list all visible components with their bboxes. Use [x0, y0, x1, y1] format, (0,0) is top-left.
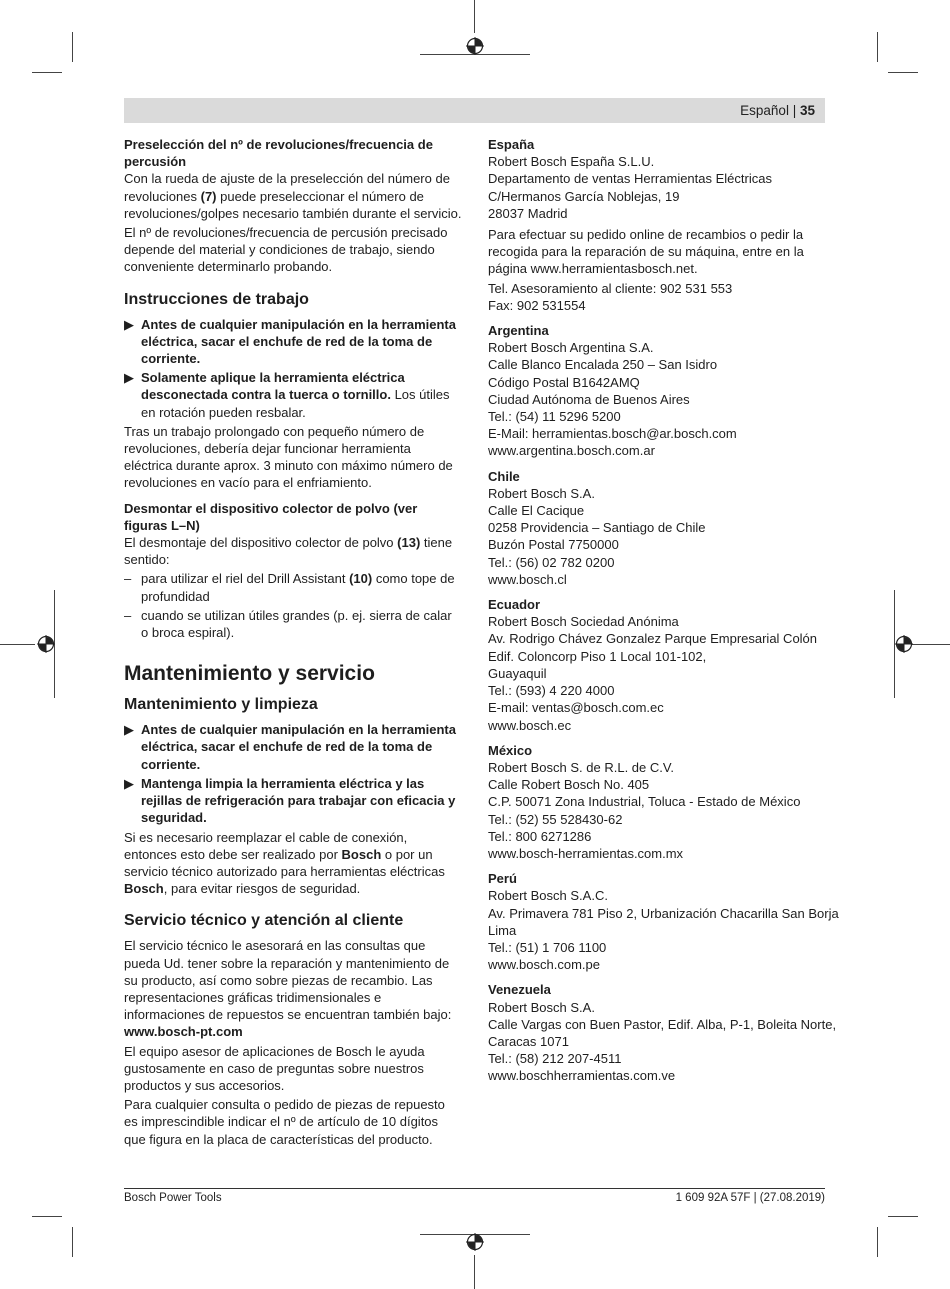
triangle-bullet-icon: ▶ — [124, 370, 134, 386]
list-item — [124, 570, 462, 604]
text: como tope de profundidad — [141, 571, 455, 604]
address-line: 28037 Madrid — [488, 205, 568, 221]
address-line: Caracas 1071 — [488, 1033, 569, 1049]
text: Los útiles en rotación pueden resbalar. — [141, 387, 450, 420]
phone-line: Tel.: (52) 55 528430-62 — [488, 811, 623, 827]
phone-line: Tel.: (593) 4 220 4000 — [488, 683, 615, 699]
address-line: C/Hermanos García Noblejas, 19 — [488, 188, 680, 204]
website-line: www.bosch.cl — [488, 571, 567, 587]
phone-line: Tel.: (54) 11 5296 5200 — [488, 409, 621, 425]
address-line: Calle El Cacique — [488, 503, 585, 519]
phone-line: Tel. Asesoramiento al cliente: 902 531 553 — [488, 280, 733, 296]
paragraph — [124, 170, 462, 222]
address-line: Código Postal B1642AMQ — [488, 374, 640, 390]
text: Antes de cualquier manipulación en la herramienta eléctrica, sacar el enchufe de red de la toma de corriente. — [141, 316, 456, 367]
warning-bullet — [124, 316, 462, 368]
crop-mark — [72, 32, 73, 62]
paragraph: Para cualquier consulta o pedido de piezas de repuesto es imprescindible indicar el nº de artículo de 10 dígitos que figura en la placa de características del producto. — [124, 1097, 445, 1147]
crop-mark — [912, 644, 950, 645]
address-line: Robert Bosch S.A. — [488, 485, 595, 501]
text: El desmontaje del dispositivo colector de polvo — [124, 535, 398, 551]
section-title: Instrucciones de trabajo — [124, 290, 309, 308]
phone-line: Tel.: (56) 02 782 0200 — [488, 554, 615, 570]
address-line: Calle Robert Bosch No. 405 — [488, 777, 650, 793]
contact-entry-mexico — [488, 742, 833, 862]
text: , para evitar riesgos de seguridad. — [163, 881, 361, 897]
right-column — [488, 136, 839, 1093]
registration-mark-icon — [466, 1233, 484, 1251]
text: El servicio técnico le asesorará en las consultas que pueda Ud. tener sobre la reparación y mantenimiento de su producto, así como sobre piezas de recambio. Las representaciones gráficas tridimensionales e informaciones de repuestos se encuentran también bajo: — [124, 938, 452, 1023]
contact-entry-chile — [488, 468, 833, 588]
crop-mark — [888, 72, 918, 73]
section-heading: Preselección del nº de revoluciones/frecuencia de percusión — [124, 137, 433, 170]
website-line: www.bosch.com.pe — [488, 957, 600, 973]
paragraph: El equipo asesor de aplicaciones de Bosch le ayuda gustosamente en caso de preguntas sobre nuestros productos y sus accesorios. — [124, 1043, 425, 1093]
fax-line: Fax: 902 531554 — [488, 297, 586, 313]
text: Antes de cualquier manipulación en la herramienta eléctrica, sacar el enchufe de red de la toma de corriente. — [141, 722, 456, 772]
address-line: Robert Bosch España S.L.U. — [488, 154, 655, 170]
address-line: Robert Bosch S.A.C. — [488, 888, 608, 904]
section-heading: Desmontar el dispositivo colector de polvo (ver figuras L–N) — [124, 500, 418, 533]
country-name: Ecuador — [488, 597, 541, 613]
brand-name: Bosch — [124, 881, 164, 897]
paragraph — [124, 534, 462, 568]
address-line: Av. Rodrigo Chávez Gonzalez Parque Empresarial Colón — [488, 631, 818, 647]
header-label: Español | 35 — [740, 103, 815, 118]
address-line: Buzón Postal 7750000 — [488, 537, 619, 553]
text: o por un servicio técnico autorizado para herramientas eléctricas — [124, 846, 445, 879]
contact-entry-peru — [488, 870, 839, 973]
address-line: Calle Vargas con Buen Pastor, Edif. Alba, P-1, Boleita Norte, — [488, 1016, 837, 1032]
country-name: España — [488, 137, 535, 152]
country-name: Venezuela — [488, 982, 551, 998]
paragraph — [124, 829, 462, 898]
address-line: Robert Bosch Argentina S.A. — [488, 340, 654, 356]
crop-mark — [474, 0, 475, 33]
text: puede preseleccionar el número de revoluciones/golpes necesario también durante el servicio. — [124, 188, 462, 221]
text: Solamente aplique la herramienta eléctrica desconectada contra la tuerca o tornillo. — [141, 370, 405, 403]
address-line: Av. Primavera 781 Piso 2, Urbanización Chacarilla San Borja — [488, 905, 839, 921]
text: Con la rueda de ajuste de la preselección del número de revoluciones — [124, 171, 450, 204]
contact-entry-venezuela — [488, 981, 837, 1084]
registration-mark-icon — [466, 37, 484, 55]
chapter-title: Mantenimiento y servicio — [124, 662, 375, 686]
registration-mark-icon — [895, 635, 913, 653]
dash-bullet: – — [124, 571, 132, 587]
email-line: E-mail: ventas@bosch.com.ec — [488, 700, 664, 716]
left-column — [124, 136, 462, 1150]
address-line: Lima — [488, 922, 517, 938]
text: Mantenga limpia la herramienta eléctrica y las rejillas de refrigeración para trabajar con eficacia y seguridad. — [141, 775, 456, 826]
warning-bullet — [124, 369, 462, 421]
triangle-bullet-icon: ▶ — [124, 722, 134, 738]
footer-brand: Bosch Power Tools — [124, 1192, 222, 1204]
reference-number: (13) — [397, 535, 421, 551]
section-title: Servicio técnico y atención al cliente — [124, 912, 404, 930]
country-name: Chile — [488, 468, 520, 484]
triangle-bullet-icon: ▶ — [124, 316, 134, 332]
website-link[interactable]: www.bosch-pt.com — [124, 1024, 243, 1040]
phone-line: Tel.: (51) 1 706 1100 — [488, 939, 607, 955]
address-line: Robert Bosch S.A. — [488, 999, 595, 1015]
address-line: Robert Bosch Sociedad Anónima — [488, 614, 679, 630]
paragraph: Tras un trabajo prolongado con pequeño número de revoluciones, debería dejar funcionar herramienta eléctrica durante aprox. 3 minuto con máximo número de revoluciones en vacío para el enfriamiento. — [124, 423, 453, 491]
country-name: México — [488, 742, 533, 758]
text: tiene sentido: — [124, 535, 453, 568]
crop-mark — [0, 644, 35, 645]
brand-name: Bosch — [341, 846, 382, 862]
paragraph: El nº de revoluciones/frecuencia de percusión precisado depende del material y condiciones de trabajo, siendo conveniente determinarlo probando. — [124, 225, 448, 275]
text: para utilizar el riel del Drill Assistant — [141, 571, 350, 587]
contact-entry-argentina — [488, 322, 833, 460]
address-line: 0258 Providencia – Santiago de Chile — [488, 520, 706, 536]
crop-mark — [72, 1227, 73, 1257]
paragraph — [124, 937, 462, 1040]
registration-mark-icon — [37, 635, 55, 653]
address-line: Ciudad Autónoma de Buenos Aires — [488, 391, 690, 407]
country-name: Perú — [488, 871, 517, 887]
crop-mark — [32, 1216, 62, 1217]
crop-mark — [877, 32, 878, 62]
crop-mark — [888, 1216, 918, 1217]
triangle-bullet-icon: ▶ — [124, 775, 134, 791]
phone-line: Tel.: (58) 212 207-4511 — [488, 1051, 622, 1067]
text: cuando se utilizan útiles grandes (p. ej. sierra de calar o broca espiral). — [141, 607, 452, 641]
website-line: www.bosch-herramientas.com.mx — [488, 845, 684, 861]
address-line: Edif. Coloncorp Piso 1 Local 101-102, — [488, 648, 707, 664]
page-header — [124, 98, 825, 123]
email-line: E-Mail: herramientas.bosch@ar.bosch.com — [488, 426, 737, 442]
footer-divider — [124, 1188, 825, 1189]
contact-entry-ecuador — [488, 596, 833, 734]
list-item — [124, 607, 462, 641]
address-line: Calle Blanco Encalada 250 – San Isidro — [488, 357, 718, 373]
warning-bullet — [124, 721, 462, 773]
country-name: Argentina — [488, 323, 549, 339]
website-line: www.bosch.ec — [488, 717, 572, 733]
section-title: Mantenimiento y limpieza — [124, 696, 318, 714]
crop-mark — [877, 1227, 878, 1257]
crop-mark — [32, 72, 62, 73]
dash-bullet: – — [124, 607, 132, 623]
phone-line: Tel.: 800 6271286 — [488, 828, 592, 844]
header-language: Español — [740, 103, 789, 118]
warning-bullet — [124, 775, 462, 827]
crop-mark — [474, 1255, 475, 1289]
page-number: 35 — [799, 103, 815, 118]
address-line: Guayaquil — [488, 665, 547, 681]
address-line: C.P. 50071 Zona Industrial, Toluca - Estado de México — [488, 794, 801, 810]
reference-number: (10) — [349, 571, 373, 587]
address-line: Departamento de ventas Herramientas Eléctricas — [488, 171, 772, 187]
text: Si es necesario reemplazar el cable de conexión, entonces esto debe ser realizado por — [124, 829, 408, 862]
footer-doc-number: 1 609 92A 57F | (27.08.2019) — [675, 1192, 825, 1204]
website-line: www.argentina.bosch.com.ar — [488, 443, 655, 459]
paragraph: Para efectuar su pedido online de recambios o pedir la recogida para la reparación de su máquina, entre en la página www.herramientasbosch.net. — [488, 227, 804, 277]
reference-number: (7) — [200, 188, 217, 204]
address-line: Robert Bosch S. de R.L. de C.V. — [488, 759, 674, 775]
website-line: www.boschherramientas.com.ve — [488, 1068, 676, 1084]
contact-entry-spain — [488, 136, 833, 314]
